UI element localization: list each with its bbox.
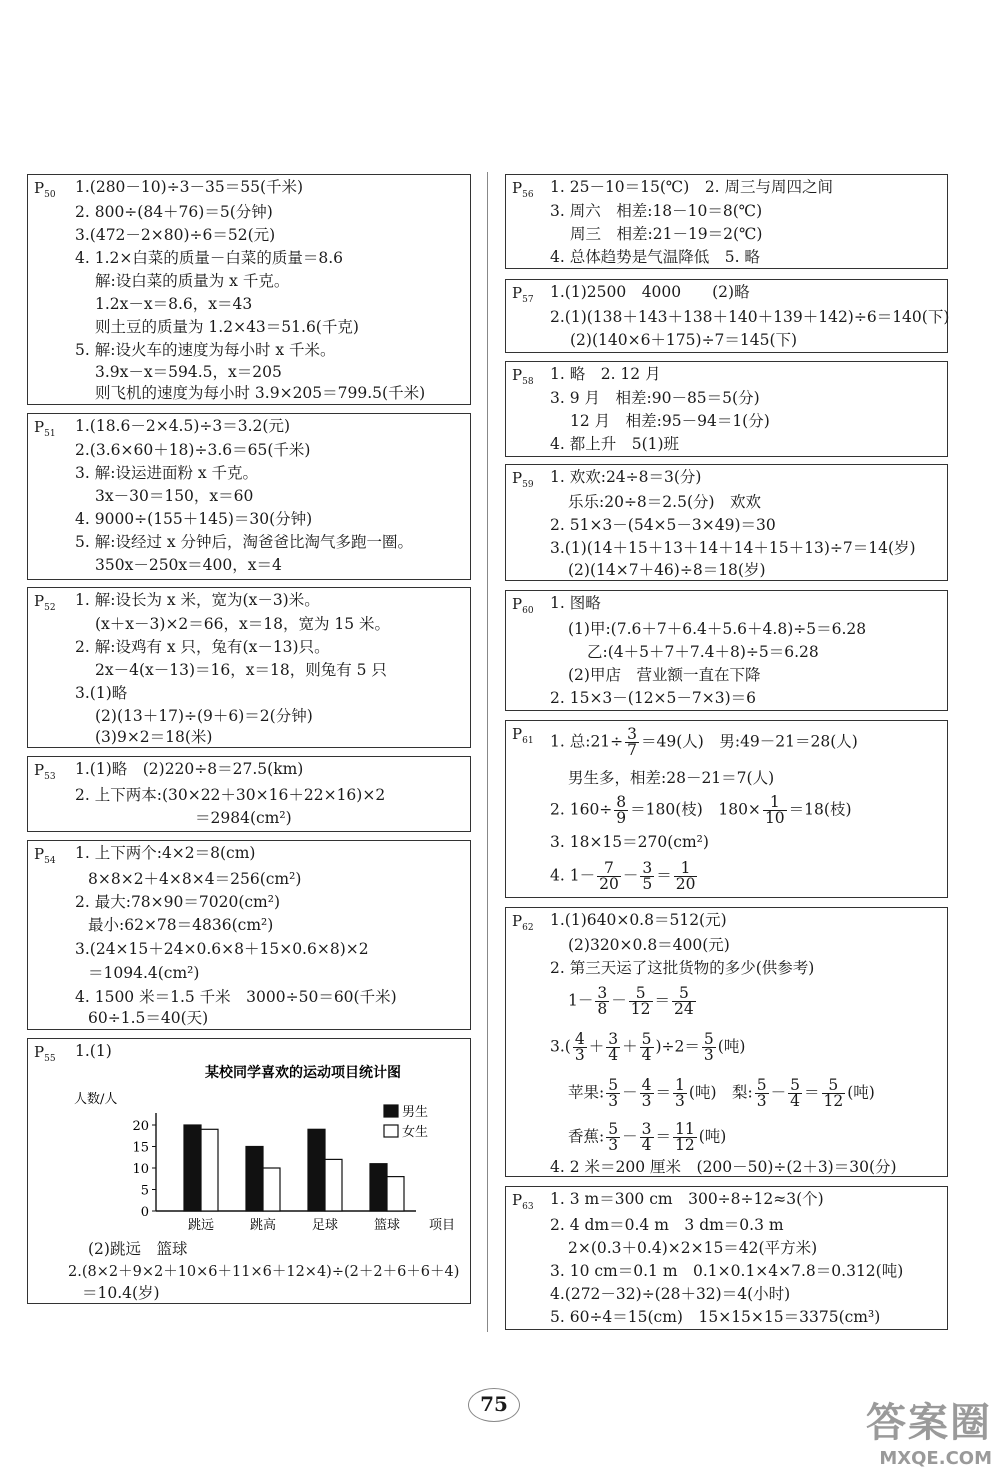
section-label: $P_{50}$ bbox=[34, 179, 56, 200]
answer-line: ＝2984(cm²) bbox=[195, 809, 292, 827]
answer-line: (x＋x－3)×2＝66，x＝18，宽为 15 米。 bbox=[95, 615, 391, 633]
fraction: $\frac{5}{3}$ bbox=[756, 1076, 767, 1110]
x-tick-label: 足球 bbox=[311, 1218, 339, 1233]
section-p56 bbox=[505, 174, 948, 269]
answer-line: 4. 1500 米＝1.5 千米 3000÷50＝60(千米) bbox=[75, 988, 397, 1006]
section-p59 bbox=[505, 464, 948, 581]
bar-男生 bbox=[246, 1147, 263, 1212]
fraction: $\frac{5}{12}$ bbox=[630, 984, 651, 1018]
answer-line: 1.(280－10)÷3－35＝55(千米) bbox=[75, 178, 304, 196]
answer-line: 5. 解:设火车的速度为每小时 x 千米。 bbox=[75, 341, 336, 359]
section-p62 bbox=[505, 907, 948, 1177]
answer-line: 350x－250x＝400，x＝4 bbox=[95, 556, 282, 574]
answer-line: 1.(1) bbox=[75, 1042, 112, 1060]
answer-line: 4. 1.2×白菜的质量－白菜的质量＝8.6 bbox=[75, 249, 344, 267]
answer-line: 2.(1)(138＋143＋138＋140＋139＋142)÷6＝140(下) bbox=[550, 308, 950, 326]
y-tick-label: 10 bbox=[132, 1162, 149, 1177]
answer-line: 苹果: $\frac{5}{3}$ － $\frac{4}{3}$ ＝ $\frac{1}{3}$ (吨) 梨: $\frac{5}{3}$ － $\frac{5}{4}$ ＝ $\frac{5}{12}$ (吨) bbox=[568, 1076, 875, 1110]
answer-line: 4. 9000÷(155＋145)＝30(分钟) bbox=[75, 510, 313, 528]
answer-line: 1. 上下两个:4×2＝8(cm) bbox=[75, 844, 256, 862]
answer-line: 2. 4 dm＝0.4 m 3 dm＝0.3 m bbox=[550, 1216, 784, 1234]
fraction: $\frac{5}{24}$ bbox=[674, 984, 694, 1018]
answer-line: 2. 15×3－(12×5－7×3)＝6 bbox=[550, 689, 757, 707]
answer-line: 2.(3.6×60＋18)÷3.6＝65(千米) bbox=[75, 441, 311, 459]
fraction: $\frac{3}{4}$ bbox=[641, 1120, 652, 1154]
bar-女生 bbox=[201, 1129, 218, 1211]
legend-label: 女生 bbox=[402, 1125, 429, 1140]
answer-line: 2x－4(x－13)＝16，x＝18，则兔有 5 只 bbox=[95, 661, 387, 679]
section-label: $P_{55}$ bbox=[34, 1043, 56, 1064]
answer-line: 1.(1)略 (2)220÷8＝27.5(km) bbox=[75, 760, 304, 778]
section-p51 bbox=[27, 413, 471, 580]
answer-line: 2. 51×3－(54×5－3×49)＝30 bbox=[550, 516, 776, 534]
answer-line: (2)(14×7＋46)÷8＝18(岁) bbox=[568, 561, 766, 579]
section-p52 bbox=[27, 587, 471, 748]
legend-swatch-女生 bbox=[384, 1125, 398, 1137]
section-label: $P_{51}$ bbox=[34, 418, 56, 439]
section-p61 bbox=[505, 720, 948, 898]
answer-line: 2×(0.3＋0.4)×2×15＝42(平方米) bbox=[568, 1239, 818, 1257]
answer-line: 则飞机的速度为每小时 3.9×205＝799.5(千米) bbox=[95, 384, 426, 402]
answer-line: ＝10.4(岁) bbox=[82, 1284, 160, 1302]
fraction: $\frac{4}{3}$ bbox=[641, 1076, 652, 1110]
page-number: 75 bbox=[468, 1388, 520, 1422]
fraction: $\frac{8}{9}$ bbox=[616, 793, 627, 827]
answer-line: 1.(18.6－2×4.5)÷3＝3.2(元) bbox=[75, 417, 290, 435]
fraction: $\frac{5}{4}$ bbox=[641, 1030, 652, 1064]
answer-line: 1.2x－x＝8.6，x＝43 bbox=[95, 295, 253, 313]
answer-line: 3.(472－2×80)÷6＝52(元) bbox=[75, 226, 276, 244]
answer-line: (1)甲:(7.6＋7＋6.4＋5.6＋4.8)÷5＝6.28 bbox=[568, 620, 867, 638]
chart-title: 某校同学喜欢的运动项目统计图 bbox=[205, 1065, 401, 1081]
answer-line: (2)320×0.8＝400(元) bbox=[568, 936, 730, 954]
section-p55 bbox=[27, 1038, 471, 1304]
answer-line: (2)跳远 篮球 bbox=[88, 1240, 188, 1258]
answer-line: 2. 160÷ $\frac{8}{9}$ ＝180(枝) 180× $\frac{1}{10}$ ＝18(枝) bbox=[550, 793, 852, 827]
sports-bar-chart bbox=[68, 1059, 468, 1239]
section-label: $P_{62}$ bbox=[512, 912, 534, 933]
answer-line: 2. 800÷(84＋76)＝5(分钟) bbox=[75, 203, 273, 221]
answer-line: 3. 9 月 相差:90－85＝5(分) bbox=[550, 389, 760, 407]
section-p50 bbox=[27, 174, 471, 405]
section-label: $P_{54}$ bbox=[34, 845, 56, 866]
section-label: $P_{52}$ bbox=[34, 592, 56, 613]
section-label: $P_{53}$ bbox=[34, 761, 56, 782]
answer-line: 3.(24×15＋24×0.6×8＋15×0.6×8)×2 bbox=[75, 940, 369, 958]
bar-女生 bbox=[325, 1159, 342, 1211]
answer-line: 1. 略 2. 12 月 bbox=[550, 365, 661, 383]
section-label: $P_{63}$ bbox=[512, 1191, 534, 1212]
answer-line: 乙:(4＋5＋7＋7.4＋8)÷5＝6.28 bbox=[587, 643, 819, 661]
column-divider bbox=[487, 172, 488, 1332]
section-label: $P_{61}$ bbox=[512, 725, 534, 746]
section-p63 bbox=[505, 1186, 948, 1330]
answer-line: 最小:62×78＝4836(cm²) bbox=[88, 916, 274, 934]
answer-line: 1.(1)2500 4000 (2)略 bbox=[550, 283, 750, 301]
answer-line: 3x－30＝150，x＝60 bbox=[95, 487, 254, 505]
answer-line: 12 月 相差:95－94＝1(分) bbox=[570, 412, 770, 430]
answer-line: 2. 最大:78×90＝7020(cm²) bbox=[75, 893, 281, 911]
answer-line: 2.(8×2＋9×2＋10×6＋11×6＋12×4)÷(2＋2＋6＋6＋4) bbox=[68, 1264, 460, 1280]
answer-line: 3. 10 cm＝0.1 m 0.1×0.1×4×7.8＝0.312(吨) bbox=[550, 1262, 904, 1280]
answer-line: 乐乐:20÷8＝2.5(分) 欢欢 bbox=[568, 493, 762, 511]
legend-label: 男生 bbox=[402, 1105, 429, 1120]
fraction: $\frac{5}{3}$ bbox=[608, 1120, 619, 1154]
section-label: $P_{60}$ bbox=[512, 595, 534, 616]
bar-男生 bbox=[308, 1129, 325, 1211]
answer-line: 4. 2 米＝200 厘米 (200－50)÷(2＋3)＝30(分) bbox=[550, 1158, 897, 1176]
fraction: $\frac{5}{12}$ bbox=[823, 1076, 844, 1110]
x-tick-label: 篮球 bbox=[373, 1218, 401, 1233]
answer-line: 解:设白菜的质量为 x 千克。 bbox=[95, 272, 290, 290]
y-tick-label: 15 bbox=[132, 1140, 149, 1156]
legend-swatch-男生 bbox=[384, 1105, 398, 1117]
watermark-logo: 答案圈 MXQE.COM bbox=[866, 1400, 992, 1469]
answer-line: 1. 3 m＝300 cm 300÷8÷12≈3(个) bbox=[550, 1190, 824, 1208]
answer-line: 1. 解:设长为 x 米，宽为(x－3)米。 bbox=[75, 591, 320, 609]
answer-line: 3. 周六 相差:18－10＝8(℃) bbox=[550, 202, 763, 220]
section-p57 bbox=[505, 279, 948, 353]
section-p58 bbox=[505, 361, 948, 457]
answer-line: 3.(1)(14＋15＋13＋14＋14＋15＋13)÷7＝14(岁) bbox=[550, 539, 916, 557]
answer-line: 1. 25－10＝15(℃) 2. 周三与周四之间 bbox=[550, 178, 834, 196]
fraction: $\frac{3}{4}$ bbox=[608, 1030, 619, 1064]
answer-line: 男生多，相差:28－21＝7(人) bbox=[568, 769, 775, 787]
fraction: $\frac{1}{10}$ bbox=[764, 793, 785, 827]
fraction: $\frac{7}{20}$ bbox=[599, 859, 619, 893]
answer-line: 3.(1)略 bbox=[75, 684, 128, 702]
y-tick-label: 5 bbox=[140, 1183, 149, 1199]
fraction: $\frac{1}{3}$ bbox=[675, 1076, 685, 1110]
answer-line: 4. 1－ $\frac{7}{20}$ － $\frac{3}{5}$ ＝ $\frac{1}{20}$ bbox=[550, 859, 696, 893]
fraction: $\frac{4}{3}$ bbox=[574, 1030, 585, 1064]
y-tick-label: 20 bbox=[132, 1119, 149, 1134]
section-label: $P_{56}$ bbox=[512, 179, 534, 200]
bar-男生 bbox=[184, 1125, 201, 1211]
answer-line: 则土豆的质量为 1.2×43＝51.6(千克) bbox=[95, 318, 359, 336]
fraction: $\frac{3}{5}$ bbox=[642, 859, 653, 893]
answer-line: 3.9x－x＝594.5，x＝205 bbox=[95, 363, 282, 381]
fraction: $\frac{1}{20}$ bbox=[675, 859, 696, 893]
x-axis-label: 项目 bbox=[428, 1218, 456, 1233]
bar-男生 bbox=[370, 1164, 387, 1211]
answer-line: 香蕉: $\frac{5}{3}$ － $\frac{3}{4}$ ＝ $\frac{11}{12}$ (吨) bbox=[568, 1120, 727, 1154]
fraction: $\frac{3}{8}$ bbox=[597, 984, 608, 1018]
fraction: $\frac{3}{7}$ bbox=[627, 725, 638, 759]
answer-line: 2. 上下两本:(30×22＋30×16＋22×16)×2 bbox=[75, 786, 386, 804]
answer-line: 3.( $\frac{4}{3}$ ＋ $\frac{3}{4}$ ＋ $\frac{5}{4}$ )÷2＝ $\frac{5}{3}$ (吨) bbox=[550, 1030, 746, 1064]
fraction: $\frac{5}{3}$ bbox=[703, 1030, 714, 1064]
answer-line: 1. 图略 bbox=[550, 594, 601, 612]
answer-line: 2. 解:设鸡有 x 只，兔有(x－13)只。 bbox=[75, 638, 330, 656]
answer-line: 3. 18×15＝270(cm²) bbox=[550, 833, 709, 851]
section-p60 bbox=[505, 590, 948, 711]
answer-line: 5. 60÷4＝15(cm) 15×15×15＝3375(cm³) bbox=[550, 1308, 881, 1326]
section-label: $P_{57}$ bbox=[512, 284, 534, 305]
x-tick-label: 跳远 bbox=[187, 1218, 215, 1233]
fraction: $\frac{5}{4}$ bbox=[790, 1076, 800, 1110]
answer-line: 1. 总:21÷ $\frac{3}{7}$ ＝49(人) 男:49－21＝28(人) bbox=[550, 725, 858, 759]
answer-line: 4.(272－32)÷(28＋32)＝4(小时) bbox=[550, 1285, 791, 1303]
fraction: $\frac{11}{12}$ bbox=[675, 1120, 695, 1154]
answer-line: (2)甲店 营业额一直在下降 bbox=[568, 666, 761, 684]
answer-line: 5. 解:设经过 x 分钟后，淘爸爸比淘气多跑一圈。 bbox=[75, 533, 414, 551]
fraction: $\frac{5}{3}$ bbox=[608, 1076, 619, 1110]
answer-line: (2)(140×6＋175)÷7＝145(下) bbox=[570, 331, 798, 349]
answer-line: (2)(13＋17)÷(9＋6)＝2(分钟) bbox=[95, 707, 313, 725]
y-tick-label: 0 bbox=[140, 1205, 149, 1220]
answer-line: ＝1094.4(cm²) bbox=[88, 964, 200, 982]
section-p53 bbox=[27, 756, 471, 832]
answer-line: 3. 解:设运进面粉 x 千克。 bbox=[75, 464, 259, 482]
answer-line: 周三 相差:21－19＝2(℃) bbox=[570, 225, 763, 243]
bar-女生 bbox=[263, 1168, 280, 1211]
x-tick-label: 跳高 bbox=[249, 1218, 277, 1233]
answer-line: 4. 都上升 5(1)班 bbox=[550, 435, 680, 453]
bar-女生 bbox=[387, 1177, 404, 1211]
y-axis-label: 人数/人 bbox=[74, 1092, 118, 1107]
answer-line: (3)9×2＝18(米) bbox=[95, 728, 213, 746]
answer-line: 1－ $\frac{3}{8}$ － $\frac{5}{12}$ ＝ $\frac{5}{24}$ bbox=[568, 984, 694, 1018]
answer-line: 60÷1.5＝40(天) bbox=[88, 1009, 209, 1027]
answer-line: 8×8×2＋4×8×4＝256(cm²) bbox=[88, 870, 302, 888]
answer-line: 4. 总体趋势是气温降低 5. 略 bbox=[550, 248, 760, 266]
answer-line: 1.(1)640×0.8＝512(元) bbox=[550, 911, 727, 929]
section-p54 bbox=[27, 840, 471, 1030]
answer-line: 2. 第三天运了这批货物的多少(供参考) bbox=[550, 959, 815, 977]
section-label: $P_{58}$ bbox=[512, 366, 534, 387]
answer-line: 1. 欢欢:24÷8＝3(分) bbox=[550, 468, 702, 486]
section-label: $P_{59}$ bbox=[512, 469, 534, 490]
